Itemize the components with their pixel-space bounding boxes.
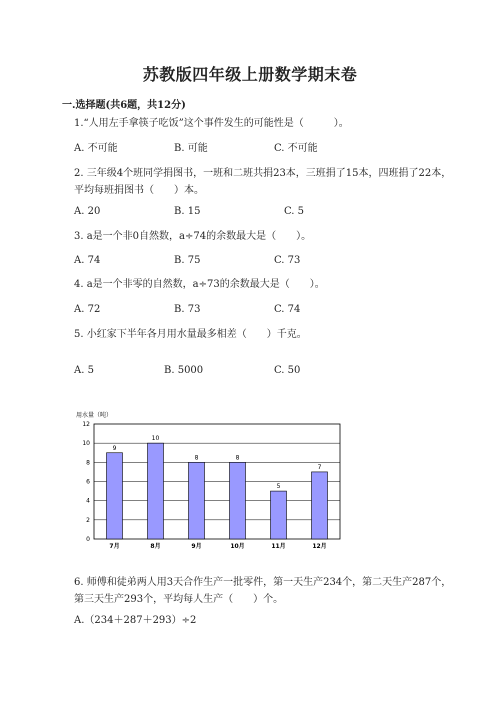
y-tick-label: 2	[86, 516, 90, 524]
y-tick-label: 0	[86, 536, 90, 543]
bar-value-label: 8	[194, 454, 199, 462]
bar	[189, 462, 205, 539]
bar-value-label: 5	[276, 483, 281, 491]
q2-option-b[interactable]: B. 15	[174, 206, 201, 217]
x-axis-ticks	[109, 542, 326, 550]
question-6: 6. 师傅和徒弟两人用3天合作生产一批零件，第一天生产234个，第二天生产287个，第三天生产293个，平均每人生产（ ）个。	[74, 577, 452, 605]
bar-value-label: 8	[235, 454, 240, 462]
chart-ylabel: 用水量（吨）	[76, 412, 113, 419]
q5-option-a[interactable]: A. 5	[74, 365, 94, 376]
bar	[271, 491, 287, 539]
q1-option-a[interactable]: A. 不可能	[74, 143, 118, 154]
question-3: 3. a是一个非0自然数，a÷74的余数最大是（ ）。	[74, 231, 312, 242]
y-tick-label: 4	[86, 497, 90, 505]
bar	[312, 472, 328, 539]
bar	[230, 462, 246, 539]
q5-option-c[interactable]: C. 50	[274, 365, 301, 376]
section-heading: 一.选择题(共6题，共12分)	[62, 100, 186, 111]
question-1: 1.“人用左手拿筷子吃饭”这个事件发生的可能性是（ ）。	[74, 118, 349, 129]
water-usage-chart	[72, 408, 352, 553]
question-2: 2. 三年级4个班同学捐图书，一班和二班共捐23本，三班捐了15本，四班捐了22本，平均每班捐图书（ ）本。	[74, 168, 452, 196]
y-tick-label: 10	[82, 440, 90, 448]
page-title: 苏教版四年级上册数学期末卷	[142, 65, 358, 84]
bar	[148, 443, 164, 539]
question-5: 5. 小红家下半年各月用水量最多相差（ ）千克。	[74, 329, 307, 340]
bar-value-label: 9	[112, 444, 117, 452]
q5-option-b[interactable]: B. 5000	[164, 365, 204, 376]
q2-option-c[interactable]: C. 5	[284, 206, 305, 217]
x-tick-label: 10月	[230, 543, 245, 550]
q6-option-a[interactable]: A.（234＋287＋293）÷2	[74, 615, 197, 626]
q4-option-a[interactable]: A. 72	[74, 304, 101, 315]
bar-value-label: 10	[151, 435, 160, 443]
q3-option-b[interactable]: B. 75	[174, 255, 201, 266]
bar-value-label: 7	[317, 463, 322, 471]
q3-option-a[interactable]: A. 74	[74, 255, 101, 266]
x-tick-label: 9月	[191, 543, 202, 550]
x-tick-label: 12月	[312, 543, 327, 550]
question-4: 4. a是一个非零的自然数，a÷73的余数最大是（ ）。	[74, 279, 325, 290]
q2-option-a[interactable]: A. 20	[74, 206, 101, 217]
y-tick-label: 6	[86, 478, 90, 486]
q4-option-c[interactable]: C. 74	[274, 304, 301, 315]
q3-option-c[interactable]: C. 73	[274, 255, 301, 266]
q4-option-b[interactable]: B. 73	[174, 304, 201, 315]
y-tick-label: 12	[82, 421, 90, 428]
y-tick-label: 8	[86, 459, 90, 467]
q1-option-c[interactable]: C. 不可能	[274, 143, 318, 154]
x-tick-label: 7月	[109, 543, 120, 550]
bar	[107, 453, 123, 539]
x-tick-label: 8月	[150, 543, 161, 550]
q1-option-b[interactable]: B. 可能	[174, 143, 208, 154]
x-tick-label: 11月	[271, 543, 286, 550]
y-axis-ticks	[82, 421, 90, 543]
